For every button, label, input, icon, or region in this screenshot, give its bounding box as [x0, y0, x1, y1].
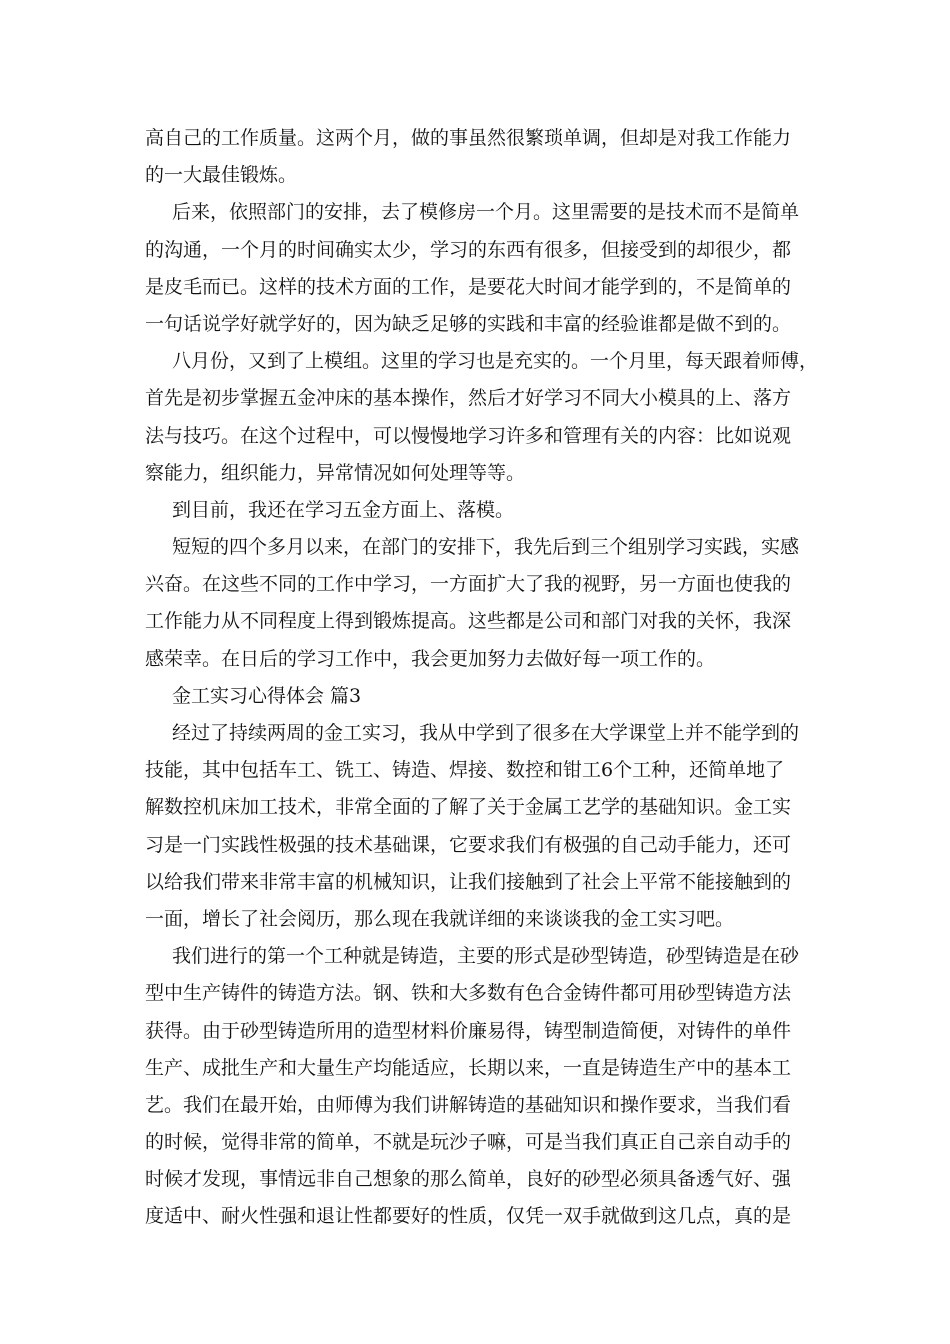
text-line: 解数控机床加工技术，非常全面的了解了关于金属工艺学的基础知识。金工实: [145, 796, 792, 819]
text-line: 习是一门实践性极强的技术基础课，它要求我们有极强的自己动手能力，还可: [145, 833, 792, 856]
text-line: 的一大最佳锻炼。: [145, 164, 298, 187]
text-line: 我们进行的第一个工种就是铸造，主要的形式是砂型铸造，砂型铸造是在砂: [172, 945, 800, 968]
text-line: 型中生产铸件的铸造方法。钢、铁和大多数有色合金铸件都可用砂型铸造方法: [145, 982, 792, 1005]
text-line: 短短的四个多月以来，在部门的安排下，我先后到三个组别学习实践，实感: [172, 536, 800, 559]
text-line: 一面，增长了社会阅历，那么现在我就详细的来谈谈我的金工实习吧。: [145, 907, 735, 930]
text-line: 的沟通，一个月的时间确实太少，学习的东西有很多，但接受到的却很少，都: [145, 238, 792, 261]
text-line: 是皮毛而已。这样的技术方面的工作，是要花大时间才能学到的，不是简单的: [145, 275, 792, 298]
section-heading: 金工实习心得体会 篇3: [172, 684, 362, 707]
text-line: 时候才发现，事情远非自己想象的那么简单，良好的砂型必须具备透气好、强: [145, 1168, 792, 1191]
text-line: 度适中、耐火性强和退让性都要好的性质，仅凭一双手就做到这几点，真的是: [145, 1205, 792, 1228]
text-line: 生产、成批生产和大量生产均能适应，长期以来，一直是铸造生产中的基本工: [145, 1056, 792, 1079]
text-line: 艺。我们在最开始，由师傅为我们讲解铸造的基础知识和操作要求，当我们看: [145, 1093, 792, 1116]
text-line: 首先是初步掌握五金冲床的基本操作，然后才好学习不同大小模具的上、落方: [145, 387, 792, 410]
text-line: 法与技巧。在这个过程中，可以慢慢地学习许多和管理有关的内容：比如说观: [145, 424, 792, 447]
text-line: 后来，依照部门的安排，去了模修房一个月。这里需要的是技术而不是简单: [172, 201, 800, 224]
text-line: 以给我们带来非常丰富的机械知识，让我们接触到了社会上平常不能接触到的: [145, 870, 792, 893]
text-line: 的时候，觉得非常的简单，不就是玩沙子嘛，可是当我们真正自己亲自动手的: [145, 1131, 792, 1154]
document-body: [145, 120, 819, 1236]
text-line: 察能力，组织能力，异常情况如何处理等等。: [145, 461, 526, 484]
text-line: 感荣幸。在日后的学习工作中，我会更加努力去做好每一项工作的。: [145, 647, 716, 670]
text-line: 工作能力从不同程度上得到锻炼提高。这些都是公司和部门对我的关怀，我深: [145, 610, 792, 633]
text-line: 一句话说学好就学好的，因为缺乏足够的实践和丰富的经验谁都是做不到的。: [145, 312, 792, 335]
text-line: 到目前，我还在学习五金方面上、落模。: [172, 498, 515, 521]
text-line: 获得。由于砂型铸造所用的造型材料价廉易得，铸型制造简便，对铸件的单件: [145, 1019, 792, 1042]
text-line: 兴奋。在这些不同的工作中学习，一方面扩大了我的视野，另一方面也使我的: [145, 573, 792, 596]
text-line: 八月份，又到了上模组。这里的学习也是充实的。一个月里，每天跟着师傅，: [172, 350, 819, 373]
text-line: 经过了持续两周的金工实习，我从中学到了很多在大学课堂上并不能学到的: [172, 722, 800, 744]
text-line: 高自己的工作质量。这两个月，做的事虽然很繁琐单调，但却是对我工作能力: [145, 127, 792, 149]
text-line: 技能，其中包括车工、铣工、铸造、焊接、数控和钳工6个工种，还简单地了: [145, 759, 785, 782]
